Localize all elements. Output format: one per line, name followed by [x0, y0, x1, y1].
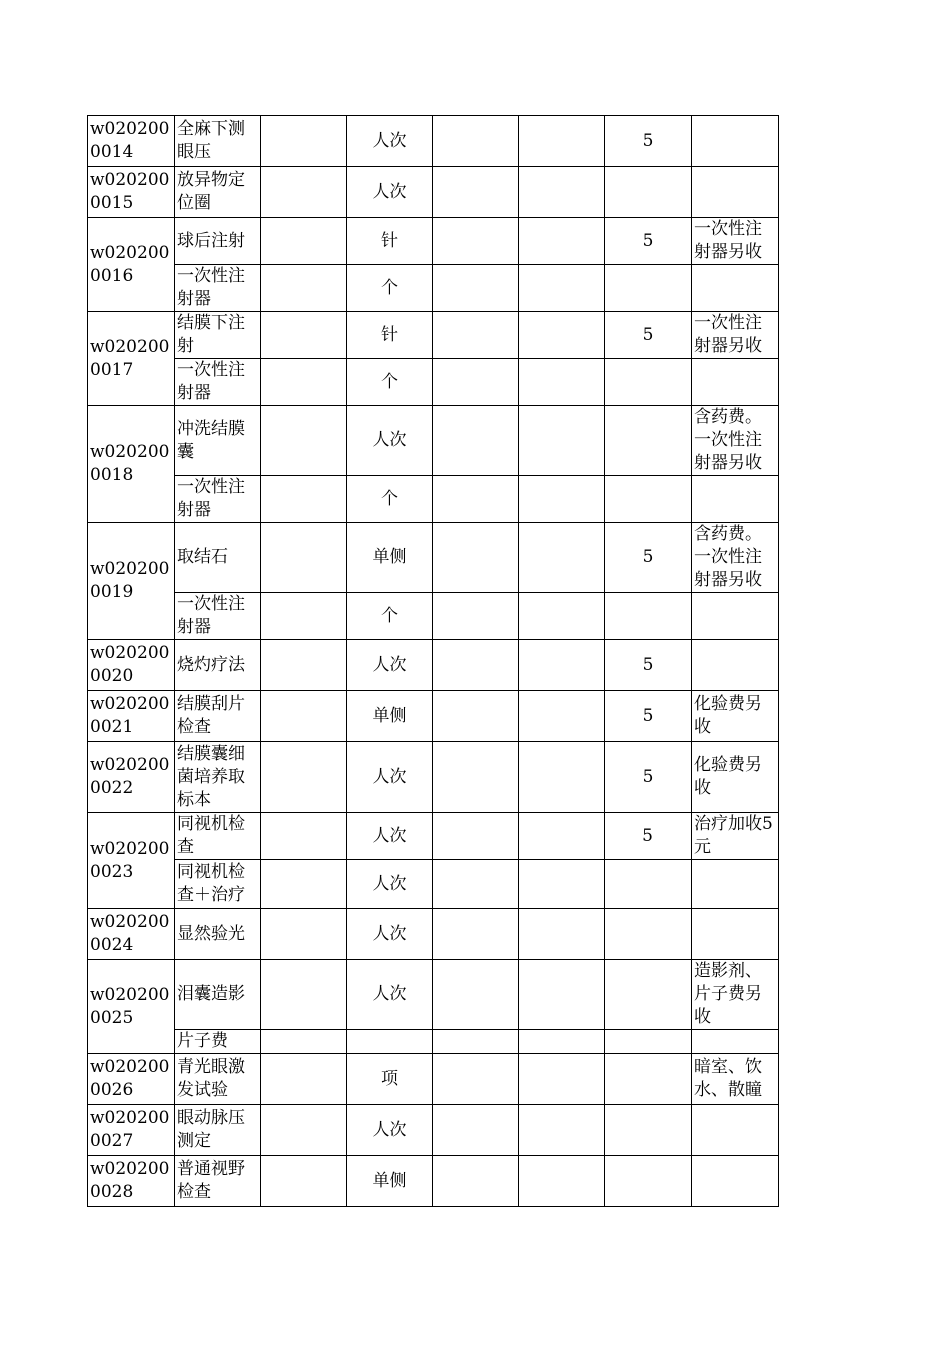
empty-cell	[261, 1105, 347, 1156]
empty-cell	[519, 167, 605, 218]
empty-cell	[519, 860, 605, 909]
table-row	[88, 167, 779, 218]
table-row	[88, 523, 779, 593]
empty-cell	[519, 640, 605, 691]
item-note	[692, 359, 779, 406]
empty-cell	[433, 640, 519, 691]
empty-cell	[519, 218, 605, 265]
item-name: 眼动脉压测定	[175, 1105, 261, 1156]
empty-cell	[433, 312, 519, 359]
empty-cell	[261, 860, 347, 909]
table-row	[88, 909, 779, 960]
item-code: w0202000024	[88, 909, 175, 960]
item-price	[605, 860, 692, 909]
item-unit: 人次	[347, 406, 433, 476]
empty-cell	[519, 691, 605, 742]
item-unit: 人次	[347, 1105, 433, 1156]
item-note	[692, 116, 779, 167]
item-price	[605, 265, 692, 312]
table-row	[88, 1156, 779, 1207]
empty-cell	[261, 523, 347, 593]
item-code: w0202000023	[88, 813, 175, 909]
item-name: 同视机检查	[175, 813, 261, 860]
empty-cell	[433, 813, 519, 860]
item-note	[692, 860, 779, 909]
item-code: w0202000020	[88, 640, 175, 691]
empty-cell	[261, 1156, 347, 1207]
empty-cell	[261, 218, 347, 265]
empty-cell	[519, 593, 605, 640]
empty-cell	[433, 909, 519, 960]
item-code: w0202000027	[88, 1105, 175, 1156]
table-row	[88, 359, 779, 406]
table-row	[88, 960, 779, 1030]
item-name: 结膜刮片检查	[175, 691, 261, 742]
item-price	[605, 406, 692, 476]
item-code: w0202000016	[88, 218, 175, 312]
item-name: 青光眼激发试验	[175, 1054, 261, 1105]
item-price: 5	[605, 813, 692, 860]
empty-cell	[433, 359, 519, 406]
item-name: 放异物定位圈	[175, 167, 261, 218]
empty-cell	[519, 742, 605, 813]
empty-cell	[433, 960, 519, 1030]
item-note: 含药费。一次性注射器另收	[692, 406, 779, 476]
item-price	[605, 1030, 692, 1054]
item-name: 一次性注射器	[175, 265, 261, 312]
empty-cell	[433, 218, 519, 265]
item-unit: 项	[347, 1054, 433, 1105]
empty-cell	[519, 265, 605, 312]
empty-cell	[261, 116, 347, 167]
item-unit: 单侧	[347, 523, 433, 593]
item-price	[605, 359, 692, 406]
item-name: 烧灼疗法	[175, 640, 261, 691]
item-unit: 人次	[347, 960, 433, 1030]
empty-cell	[433, 265, 519, 312]
empty-cell	[519, 960, 605, 1030]
item-unit: 单侧	[347, 691, 433, 742]
table-row	[88, 593, 779, 640]
item-unit: 个	[347, 593, 433, 640]
empty-cell	[433, 1030, 519, 1054]
item-name: 片子费	[175, 1030, 261, 1054]
item-note: 暗室、饮水、散瞳	[692, 1054, 779, 1105]
item-unit: 人次	[347, 167, 433, 218]
item-name: 结膜囊细菌培养取标本	[175, 742, 261, 813]
item-unit: 个	[347, 476, 433, 523]
item-note: 化验费另收	[692, 742, 779, 813]
empty-cell	[261, 476, 347, 523]
empty-cell	[261, 960, 347, 1030]
item-note	[692, 593, 779, 640]
item-note: 化验费另收	[692, 691, 779, 742]
item-name: 一次性注射器	[175, 476, 261, 523]
item-price: 5	[605, 691, 692, 742]
empty-cell	[433, 116, 519, 167]
item-price: 5	[605, 640, 692, 691]
item-name: 显然验光	[175, 909, 261, 960]
item-unit: 单侧	[347, 1156, 433, 1207]
fee-table	[87, 115, 779, 1207]
empty-cell	[519, 406, 605, 476]
item-name: 结膜下注射	[175, 312, 261, 359]
empty-cell	[261, 359, 347, 406]
item-unit	[347, 1030, 433, 1054]
item-note	[692, 640, 779, 691]
item-price	[605, 476, 692, 523]
item-note	[692, 1156, 779, 1207]
item-note	[692, 1105, 779, 1156]
empty-cell	[261, 406, 347, 476]
item-price	[605, 593, 692, 640]
table-row	[88, 218, 779, 265]
empty-cell	[519, 1105, 605, 1156]
empty-cell	[519, 1054, 605, 1105]
empty-cell	[519, 116, 605, 167]
empty-cell	[261, 742, 347, 813]
empty-cell	[261, 265, 347, 312]
item-note: 一次性注射器另收	[692, 312, 779, 359]
empty-cell	[261, 640, 347, 691]
item-note: 含药费。一次性注射器另收	[692, 523, 779, 593]
item-note: 治疗加收5元	[692, 813, 779, 860]
table-row	[88, 116, 779, 167]
item-price: 5	[605, 742, 692, 813]
item-price: 5	[605, 312, 692, 359]
item-code: w0202000028	[88, 1156, 175, 1207]
item-code: w0202000026	[88, 1054, 175, 1105]
empty-cell	[519, 476, 605, 523]
empty-cell	[261, 691, 347, 742]
item-code: w0202000019	[88, 523, 175, 640]
item-name: 冲洗结膜囊	[175, 406, 261, 476]
empty-cell	[433, 1156, 519, 1207]
empty-cell	[261, 167, 347, 218]
empty-cell	[433, 860, 519, 909]
item-code: w0202000021	[88, 691, 175, 742]
empty-cell	[261, 909, 347, 960]
table-row	[88, 1030, 779, 1054]
item-code: w0202000025	[88, 960, 175, 1054]
empty-cell	[433, 406, 519, 476]
item-price: 5	[605, 218, 692, 265]
empty-cell	[261, 312, 347, 359]
empty-cell	[433, 476, 519, 523]
item-price: 5	[605, 116, 692, 167]
empty-cell	[519, 359, 605, 406]
item-unit: 人次	[347, 116, 433, 167]
empty-cell	[433, 167, 519, 218]
item-code: w0202000014	[88, 116, 175, 167]
item-unit: 人次	[347, 860, 433, 909]
empty-cell	[433, 1105, 519, 1156]
table-row	[88, 406, 779, 476]
item-unit: 个	[347, 265, 433, 312]
item-note: 造影剂、片子费另收	[692, 960, 779, 1030]
item-name: 取结石	[175, 523, 261, 593]
item-name: 普通视野检查	[175, 1156, 261, 1207]
item-unit: 人次	[347, 909, 433, 960]
item-unit: 人次	[347, 813, 433, 860]
item-unit: 针	[347, 312, 433, 359]
empty-cell	[519, 1030, 605, 1054]
item-note	[692, 167, 779, 218]
empty-cell	[433, 523, 519, 593]
table-row	[88, 640, 779, 691]
item-code: w0202000022	[88, 742, 175, 813]
item-name: 全麻下测眼压	[175, 116, 261, 167]
item-name: 泪囊造影	[175, 960, 261, 1030]
empty-cell	[433, 1054, 519, 1105]
item-name: 一次性注射器	[175, 359, 261, 406]
table-row	[88, 1054, 779, 1105]
item-price: 5	[605, 523, 692, 593]
item-code: w0202000018	[88, 406, 175, 523]
item-price	[605, 909, 692, 960]
item-name: 同视机检查＋治疗	[175, 860, 261, 909]
empty-cell	[261, 593, 347, 640]
table-row	[88, 860, 779, 909]
item-unit: 针	[347, 218, 433, 265]
table-row	[88, 476, 779, 523]
empty-cell	[519, 813, 605, 860]
table-row	[88, 742, 779, 813]
item-note	[692, 1030, 779, 1054]
item-note: 一次性注射器另收	[692, 218, 779, 265]
empty-cell	[433, 742, 519, 813]
item-note	[692, 265, 779, 312]
empty-cell	[519, 909, 605, 960]
table-row	[88, 1105, 779, 1156]
item-price	[605, 1156, 692, 1207]
item-unit: 人次	[347, 742, 433, 813]
empty-cell	[433, 691, 519, 742]
table-row	[88, 265, 779, 312]
empty-cell	[519, 1156, 605, 1207]
table-row	[88, 691, 779, 742]
item-code: w0202000017	[88, 312, 175, 406]
item-code: w0202000015	[88, 167, 175, 218]
item-unit: 个	[347, 359, 433, 406]
item-price	[605, 167, 692, 218]
item-price	[605, 1105, 692, 1156]
item-price	[605, 960, 692, 1030]
empty-cell	[261, 1054, 347, 1105]
empty-cell	[519, 312, 605, 359]
item-price	[605, 1054, 692, 1105]
item-name: 一次性注射器	[175, 593, 261, 640]
item-note	[692, 909, 779, 960]
item-name: 球后注射	[175, 218, 261, 265]
empty-cell	[261, 813, 347, 860]
item-unit: 人次	[347, 640, 433, 691]
item-note	[692, 476, 779, 523]
table-row	[88, 312, 779, 359]
empty-cell	[261, 1030, 347, 1054]
empty-cell	[433, 593, 519, 640]
empty-cell	[519, 523, 605, 593]
table-row	[88, 813, 779, 860]
